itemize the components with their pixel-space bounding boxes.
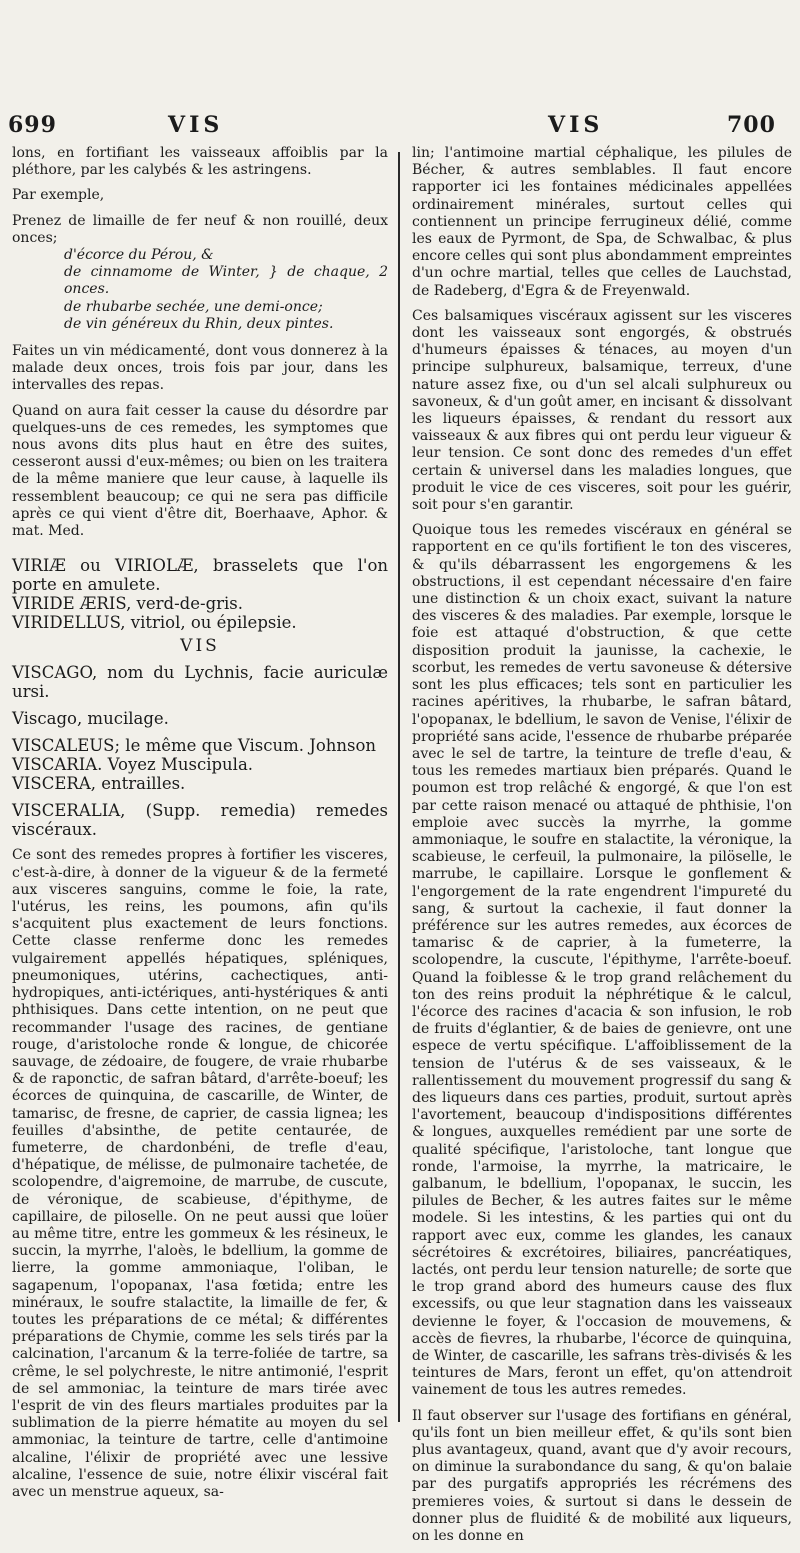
entry: VISCERALIA, (Supp. remedia) remedes viscéraux. [12, 801, 388, 840]
paragraph: Quoique tous les remedes viscéraux en général se rapportent en ce qu'ils fortifient le ton des visceres, & qu'ils débarrassent les engorgemens & les obstructions, il est cependant nécessaire d'en faire une distinction & un choix exact, suivant la nature des visceres & des maladies. Par exemple, lorsque le foie est attaqué d'obstruction, & que cette disposition produit la jaunisse, la cachexie, le scorbut, les remedes de vertu savoneuse & détersive sont les plus efficaces; tels sont en particulier les racines apéritives, la rhubarbe, le safran bâtard, l'opopanax, le bdellium, le savon de Venise, l'élixir de propriété sans acide, l'essence de rhubarbe préparée avec le sel de tartre, la teinture de trefle d'eau, & tous les remedes martiaux bien préparés. Quand le poumon est trop relâché & engorgé, & que l'on est par cette raison menacé ou attaqué de phthisie, l'on emploie avec succès la myrrhe, la gomme ammoniaque, le soufre en stalactite, la véronique, la scabieuse, le cerfeuil, la pulmonaire, la pilöselle, le marrube, le capillaire. Lorsque le gonflement & l'engorgement de la rate engendrent l'impureté du sang, & surtout la cachexie, il faut donner la préférence sur les autres remedes, aux écorces de tamarisc & de caprier, à la fumeterre, la scolopendre, la cuscute, l'épithyme, l'arrête-boeuf. Quand la foiblesse & le trop grand relâchement du ton des reins produit la néphrétique & le calcul, l'écorce des racines d'acacia & son infusion, le rob de fruits d'églantier, & de baies de genievre, ont une espece de vertu spécifique. L'affoiblissement de la tension de l'utérus & de ses vaisseaux, & le rallentissement du mouvement progressif du sang & des liqueurs dans ces parties, produit, surtout après l'avortement, beaucoup d'indispositions différentes & longues, auxquelles remédient par une sorte de qualité spécifique, l'aristoloche, tant longue que ronde, l'armoise, la myrrhe, la matricaire, le galbanum, le bdellium, l'opopanax, le succin, les pilules de Becher, & les autres faites sur le même modele. Si les intestins, & les parties qui ont du rapport avec eux, comme les glandes, les canaux sécrétoires & excrétoires, biliaires, pancréatiques, lactés, ont perdu leur tension naturelle; de sorte que le trop grand abord des humeurs cause des flux excessifs, ou que leur stagnation dans les vaisseaux devienne le foyer, & l'occasion de mouvemens, & accès de fievres, la rhubarbe, l'écorce de quinquina, de Winter, de cascarille, les safrans très-divisés & les teintures de Mars, feront un effet, qu'on attendroit vainement de tous les autres remedes. [412, 522, 792, 1399]
paragraph: lons, en fortifiant les vaisseaux affoiblis par la pléthore, par les calybés & les astringens. [12, 145, 388, 179]
recipe-line: d'écorce du Pérou, & [64, 247, 214, 264]
running-head-left: VIS [168, 112, 224, 138]
page-number-right: 700 [727, 112, 776, 138]
recipe-line: Prenez de limaille de fer neuf & non rouillé, deux onces; [12, 212, 388, 246]
recipe [12, 213, 388, 333]
entry: Viscago, mucilage. [12, 709, 169, 729]
left-column [12, 145, 388, 1509]
entry: VIRIÆ ou VIRIOLÆ, brasselets que l'on porte en amulete. [12, 556, 388, 595]
entry: VISCARIA. Voyez Muscipula. [12, 755, 254, 775]
paragraph: lin; l'antimoine martial céphalique, les pilules de Bécher, & autres semblables. Il faut encore rapporter ici les fontaines médicinales appellées ordinairement minérales, surtout celles qui contiennent un principe ferrugineux délié, comme les eaux de Pyrmont, de Spa, de Schwalbac, & plus encore celles qui sont plus abondamment empreintes d'un ochre martial, telles que celles de Lauchstad, de Radeberg, d'Egra & de Freyenwald. [412, 145, 792, 299]
entry: VISCAGO, nom du Lychnis, facie auriculæ ursi. [12, 663, 388, 702]
recipe-line: de rhubarbe sechée, une demi-once; [64, 298, 323, 315]
entry: VISCALEUS; le même que Viscum. Johnson [12, 736, 377, 756]
entry: VISCERA, entrailles. [12, 774, 186, 794]
right-column [412, 145, 792, 1553]
paragraph: Par exemple, [12, 187, 105, 204]
section-heading: VIS [180, 636, 220, 657]
entry: VIRIDE ÆRIS, verd-de-gris. [12, 594, 244, 614]
paragraph: Ces balsamiques viscéraux agissent sur les visceres dont les vaisseaux sont engorgés, & obstrués d'humeurs épaisses & ténaces, au moyen d'un principe sulphureux, balsamique, terreux, d'une nature assez fixe, ou d'un sel alcali sulphureux ou savoneux, & d'un goût amer, en incisant & dissolvant les liqueurs épaisses, & rendant du ressort aux vaisseaux & aux fibres qui ont perdu leur vigueur & leur tension. Ce sont donc des remedes d'un effet certain & universel dans les maladies longues, que produit le vice de ces visceres, soit pour les guérir, soit pour s'en garantir. [412, 307, 792, 514]
page-number-left: 699 [8, 112, 57, 138]
entry: VIRIDELLUS, vitriol, ou épilepsie. [12, 613, 297, 633]
paragraph: Ce sont des remedes propres à fortifier les visceres, c'est-à-dire, à donner de la vigueur & de la fermeté aux visceres sanguins, comme le foie, la rate, l'utérus, les reins, les poumons, afin qu'ils s'acquitent plus exactement de leurs fonctions. Cette classe renferme donc les remedes vulgairement appellés hépatiques, spléniques, pneumoniques, utérins, cachectiques, anti-hydropiques, anti-ictériques, anti-hystériques & anti phthisiques. Dans cette intention, on ne peut que recommander l'usage des racines, de gentiane rouge, d'aristoloche ronde & longue, de chicorée sauvage, de zédoaire, de fougere, de vraie rhubarbe & de raponctic, de safran bâtard, d'arrête-boeuf; les écorces de quinquina, de cascarille, de Winter, de tamarisc, de fresne, de caprier, de cassia lignea; les feuilles d'absinthe, de petite centaurée, de fumeterre, de chardonbéni, de trefle d'eau, d'hépatique, de mélisse, de pulmonaire tachetée, de scolopendre, d'aigremoine, de marrube, de cuscute, de véronique, de scabieuse, d'épithyme, de capillaire, de piloselle. On ne peut aussi que loüer au même titre, entre les gommeux & les résineux, le succin, la myrrhe, l'aloès, le bdellium, la gomme de lierre, la gomme ammoniaque, l'oliban, le sagapenum, l'opopanax, l'asa fœtida; entre les minéraux, le soufre stalactite, la limaille de fer, & toutes les préparations de ce métal; & différentes préparations de Chymie, comme les sels tirés par la calcination, l'arcanum & la terre-foliée de tartre, sa crême, le sel polychreste, le nitre antimonié, l'esprit de sel ammoniac, la teinture de mars tirée avec l'esprit de vin des fleurs martiales produites par la sublimation de la pierre hématite au moyen du sel ammoniac, la teinture de tartre, celle d'antimoine alcaline, l'élixir de propriété avec une lessive alcaline, l'essence de suie, notre élixir viscéral fait avec un menstrue aqueux, sa- [12, 847, 388, 1500]
paragraph: Quand on aura fait cesser la cause du désordre par quelques-uns de ces remedes, les symptomes que nous avons dits plus haut en être des suites, cesseront aussi d'eux-mêmes; ou bien on les traitera de la même maniere que leur cause, à laquelle ils ressemblent beaucoup; ce qui ne sera pas difficile après ce qui vient d'être dit, Boerhaave, Aphor. & mat. Med. [12, 402, 388, 540]
paragraph: Il faut observer sur l'usage des fortifians en général, qu'ils font un bien meilleur effet, & qu'ils sont bien plus avantageux, quand, avant que d'y avoir recours, on diminue la surabondance du sang, & qu'on balaie par des purgatifs appropriés les récrémens des premieres voies, & surtout si dans le dessein de donner plus de fluidité & de mobilité aux liqueurs, on les donne en [412, 1407, 792, 1545]
running-head-right: VIS [548, 112, 604, 138]
recipe-line: de vin généreux du Rhin, deux pintes. [64, 315, 334, 332]
column-divider [398, 152, 400, 1422]
recipe-line: de cinnamome de Winter, } de chaque, 2 onces. [64, 264, 388, 298]
paragraph: Faites un vin médicamenté, dont vous donnerez à la malade deux onces, trois fois par jour, dans les intervalles des repas. [12, 343, 388, 394]
